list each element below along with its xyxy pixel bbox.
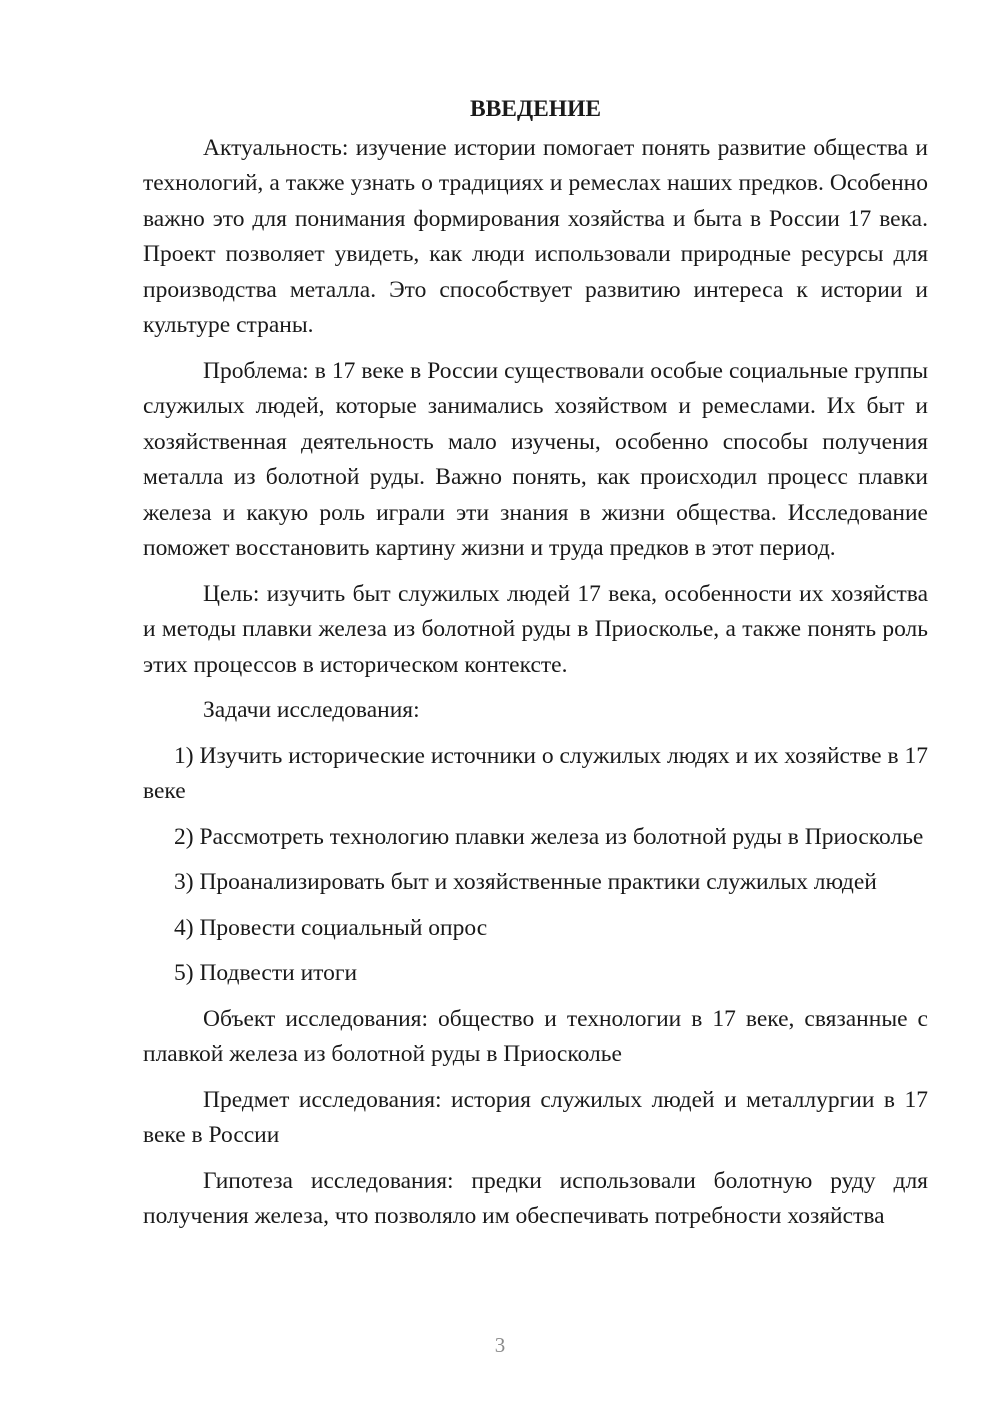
subject-paragraph: Предмет исследования: история служилых людей и металлургии в 17 веке в России	[143, 1086, 928, 1148]
object-paragraph: Объект исследования: общество и технологии в 17 веке, связанные с плавкой железа из болотной руды в Приосколье	[143, 1005, 928, 1067]
hypothesis-paragraph: Гипотеза исследования: предки использовали болотную руду для получения железа, что позволяло им обеспечивать потребности хозяйства	[143, 1167, 928, 1229]
task-item: 2) Рассмотреть технологию плавки железа из болотной руды в Приосколье	[174, 823, 924, 850]
task-item: 1) Изучить исторические источники о служилых людях и их хозяйстве в 17 веке	[143, 742, 928, 804]
task-item: 5) Подвести итоги	[174, 960, 358, 986]
task-item: 4) Провести социальный опрос	[174, 914, 488, 941]
task-item: 3) Проанализировать быт и хозяйственные практики служилых людей	[174, 869, 877, 895]
problem-paragraph: Проблема: в 17 веке в России существовали особые социальные группы служилых людей, которые занимались хозяйством и ремеслами. Их быт и хозяйственная деятельность мало изучены, особенно способы получения металла из болотной руды. Важно понять, как происходил процесс плавки железа и какую роль играли эти знания в жизни общества. Исследование поможет восстановить картину жизни и труда предков в этот период.	[143, 357, 928, 561]
relevance-paragraph: Актуальность: изучение истории помогает понять развитие общества и технологий, а также узнать о традициях и ремеслах наших предков. Особенно важно это для понимания формирования хозяйства и быта в России 17 века. Проект позволяет увидеть, как люди использовали природные ресурсы для производства металла. Это способствует развитию интереса к истории и культуре страны.	[143, 134, 928, 338]
tasks-heading: Задачи исследования:	[203, 697, 420, 723]
page-number: 3	[494, 1333, 506, 1357]
section-title: ВВЕДЕНИЕ	[469, 96, 602, 122]
goal-paragraph: Цель: изучить быт служилых людей 17 века, особенности их хозяйства и методы плавки железа из болотной руды в Приосколье, а также понять роль этих процессов в историческом контексте.	[143, 580, 928, 678]
document-page	[143, 92, 928, 1245]
